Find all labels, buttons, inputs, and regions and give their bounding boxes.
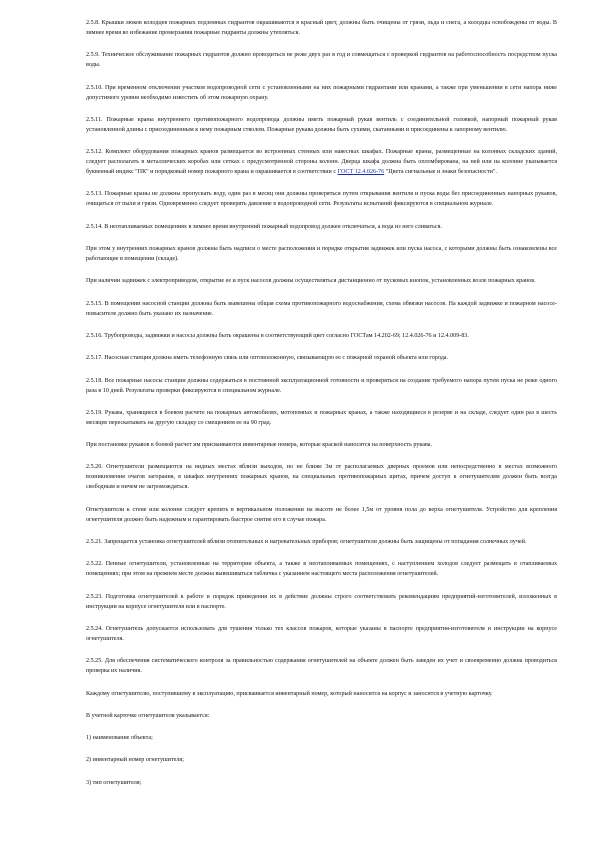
paragraph-2-5-22: 2.5.22. Пенные огнетушители, установленные на территории объекта, а также в неотапливаемых помещениях, с наступлением холодов следует размещать в отапливаемых помещениях; при этом на прежнем месте должна вывешиваться табличка с указанием настоящего места расположения огнетушителей. — [86, 561, 557, 578]
paragraph-2-5-17: 2.5.17. Насосная станция должна иметь телефонную связь или оптоволоконную, связывающую ее с пожарной охраной объекта или города. — [86, 355, 449, 362]
paragraph-2-5-20-a: Огнетушители к стене или колонне следует крепить в вертикальном положении на высоте не более 1,5м от уровня пола до верха огнетушителя. Устройство для крепления огнетушителя должно быть надежным и гарантировать быстрое снятие его в случае пожара. — [86, 506, 557, 523]
paragraph-2-5-19-a: При постановке рукавов в боевой расчет им присваиваются инвентарные номера, которые краской наносятся на поверхность рукава. — [86, 442, 432, 449]
paragraph-2-5-13: 2.5.13. Пожарные краны не должны пропускать воду, один раз в месяц они должны проверяться путем открывания вентиля и пуска воды без присоединенных напорных рукавов, очищаться от пыли и грязи. Одновременно следует проверять давление в водопроводной сети. Результаты испытаний фиксируются в специальном журнале. — [86, 191, 557, 208]
paragraph-2-5-15: 2.5.15. В помещении насосной станции должны быть вывешены общая схема противопожарного водоснабжения, схема обвязки насосов. На каждой задвижке и пожарном насосе-повысителе должно быть указано их назначение. — [86, 300, 557, 317]
paragraph-2-5-23: 2.5.23. Подготовка огнетушителей к работе и порядок приведения их в действие должны строго соответствовать рекомендациям предприятий-изготовителей, изложенных в инструкции на корпусе огнетушителя или в паспорте. — [86, 593, 557, 610]
paragraph-2-5-8: 2.5.8. Крышки люков колодцев пожарных подземных гидрантов окрашиваются в красный цвет, должны быть очищены от грязи, льда и снега, а колодцы освобождены от воды. В зимнее время во избежание промерзания пожарные гидранты должны утепляться. — [86, 20, 557, 36]
list-item-2: 2) инвентарный номер огнетушителя; — [86, 757, 184, 764]
paragraph-2-5-10: 2.5.10. При временном отключении участков водопроводной сети с установленными на них пожарными гидрантами или кранами, а также при уменьшении в сети напора ниже допустимого уровня необходимо известить об этом пожарную охрану. — [86, 84, 557, 101]
paragraph-2-5-21: 2.5.21. Запрещается установка огнетушителей вблизи отопительных и нагревательных приборов; огнетушители должны быть защищены от попадания солнечных лучей. — [86, 539, 527, 546]
paragraph-2-5-9: 2.5.9. Техническое обслуживание пожарных гидрантов должно проводиться не реже двух раз в год и совмещаться с проверкой гидрантов на работоспособность посредством пуска воды. — [86, 52, 557, 69]
paragraph-2-5-19: 2.5.19. Рукава, хранящиеся в боевом расчете на пожарных автомобилях, мотопомпах и пожарных кранах, а также находящиеся в резерве и на складе, следует один раз в шесть месяцев перескатывать на другую складку со смещением ее на 90 град. — [86, 409, 557, 426]
paragraph-2-5-12-text: 2.5.12. Комплект оборудования пожарных кранов размещается во встроенных стенных или навесных шкафах. Пожарные краны, размещенные на колоннах складских зданий, следует располагать в металлических коробах или сетках с предусмотренной стороны колонн. Дверца шкафа должна быть опломбирована, на ней или на колонне указывается буквенный индекс "ПК" и порядковый номер пожарного крана и окрашивается в соответствии с — [86, 149, 557, 176]
paragraph-2-5-12 — [86, 147, 557, 177]
paragraph-2-5-14-b: При наличии задвижек с электроприводом, открытие ее и пуск насосов должны осуществляться дистанционно от пусковых кнопок, установленных возле пожарных кранов. — [86, 278, 536, 285]
paragraph-2-5-11: 2.5.11. Пожарные краны внутреннего противопожарного водопровода должны иметь пожарный рукав вентиль с соединительной головкой, напорный пожарный рукав установленной длины с присоединенным к нему пожарным стволом. Пожарные рукава должны быть сухими, скатанными и присоединены к запорному вентилю. — [86, 116, 557, 133]
paragraph-2-5-25: 2.5.25. Для обеспечения систематического контроля за правильностью содержания огнетушителей на объекте должен быть заведен их учет и своевременно должна проводиться проверка их наличия. — [86, 658, 557, 675]
paragraph-2-5-16: 2.5.16. Трубопроводы, задвижки и насосы должны быть окрашены в соответствующий цвет согласно ГОСТам 14.202-69; 12.4.026-76 и 12.4.009-83. — [86, 332, 469, 339]
paragraph-2-5-24: 2.5.24. Огнетушитель допускается использовать для тушения только тех классов пожаров, которые указаны в паспорте предприятия-изготовителя и инструкции на корпусе огнетушителя. — [86, 625, 557, 642]
paragraph-2-5-12-tail: "Цвета сигнальные и знаки безопасности". — [384, 169, 497, 176]
list-item-3: 3) тип огнетушителя; — [86, 779, 142, 786]
paragraph-2-5-25-b: В учетной карточке огнетушителя указывается: — [86, 712, 210, 719]
paragraph-2-5-18: 2.5.18. Все пожарные насосы станции должны содержаться в постоянной эксплуатационной готовности и проверяться на создание требуемого напора путем пуска не реже одного раза в 10 дней. Результаты проверки фиксируются в специальном журнале. — [86, 377, 557, 394]
gost-link[interactable]: ГОСТ 12.4.026-76 — [337, 169, 385, 176]
paragraph-2-5-14: 2.5.14. В неотапливаемых помещениях в зимнее время внутренний пожарный водопровод должен отключаться, а вода из него сливаться. — [86, 223, 442, 230]
list-item-1: 1) наименование объекта; — [86, 735, 153, 742]
paragraph-2-5-14-a: При этом у внутренних пожарных кранов должны быть надписи о месте расположения и порядке открытия задвижек или пуска насоса, с которыми должны быть ознакомлены все работающие в помещении (складе). — [86, 246, 557, 263]
paragraph-2-5-20: 2.5.20. Огнетушители размещаются на видных местах вблизи выходов, но не ближе 3м от располагаемых дверных проемов или непосредственно в местах возможного возникновения очагов загорания, в шкафах внутренних пожарных кранов, на специальных противопожарных щитах, причем доступ к огнетушителям должен быть всегда свободным и ничем не загромождаться. — [86, 464, 557, 491]
paragraph-2-5-25-a: Каждому огнетушителю, поступившему в эксплуатацию, присваивается инвентарный номер, который наносится на корпус и заносится в учетную карточку. — [86, 690, 493, 697]
